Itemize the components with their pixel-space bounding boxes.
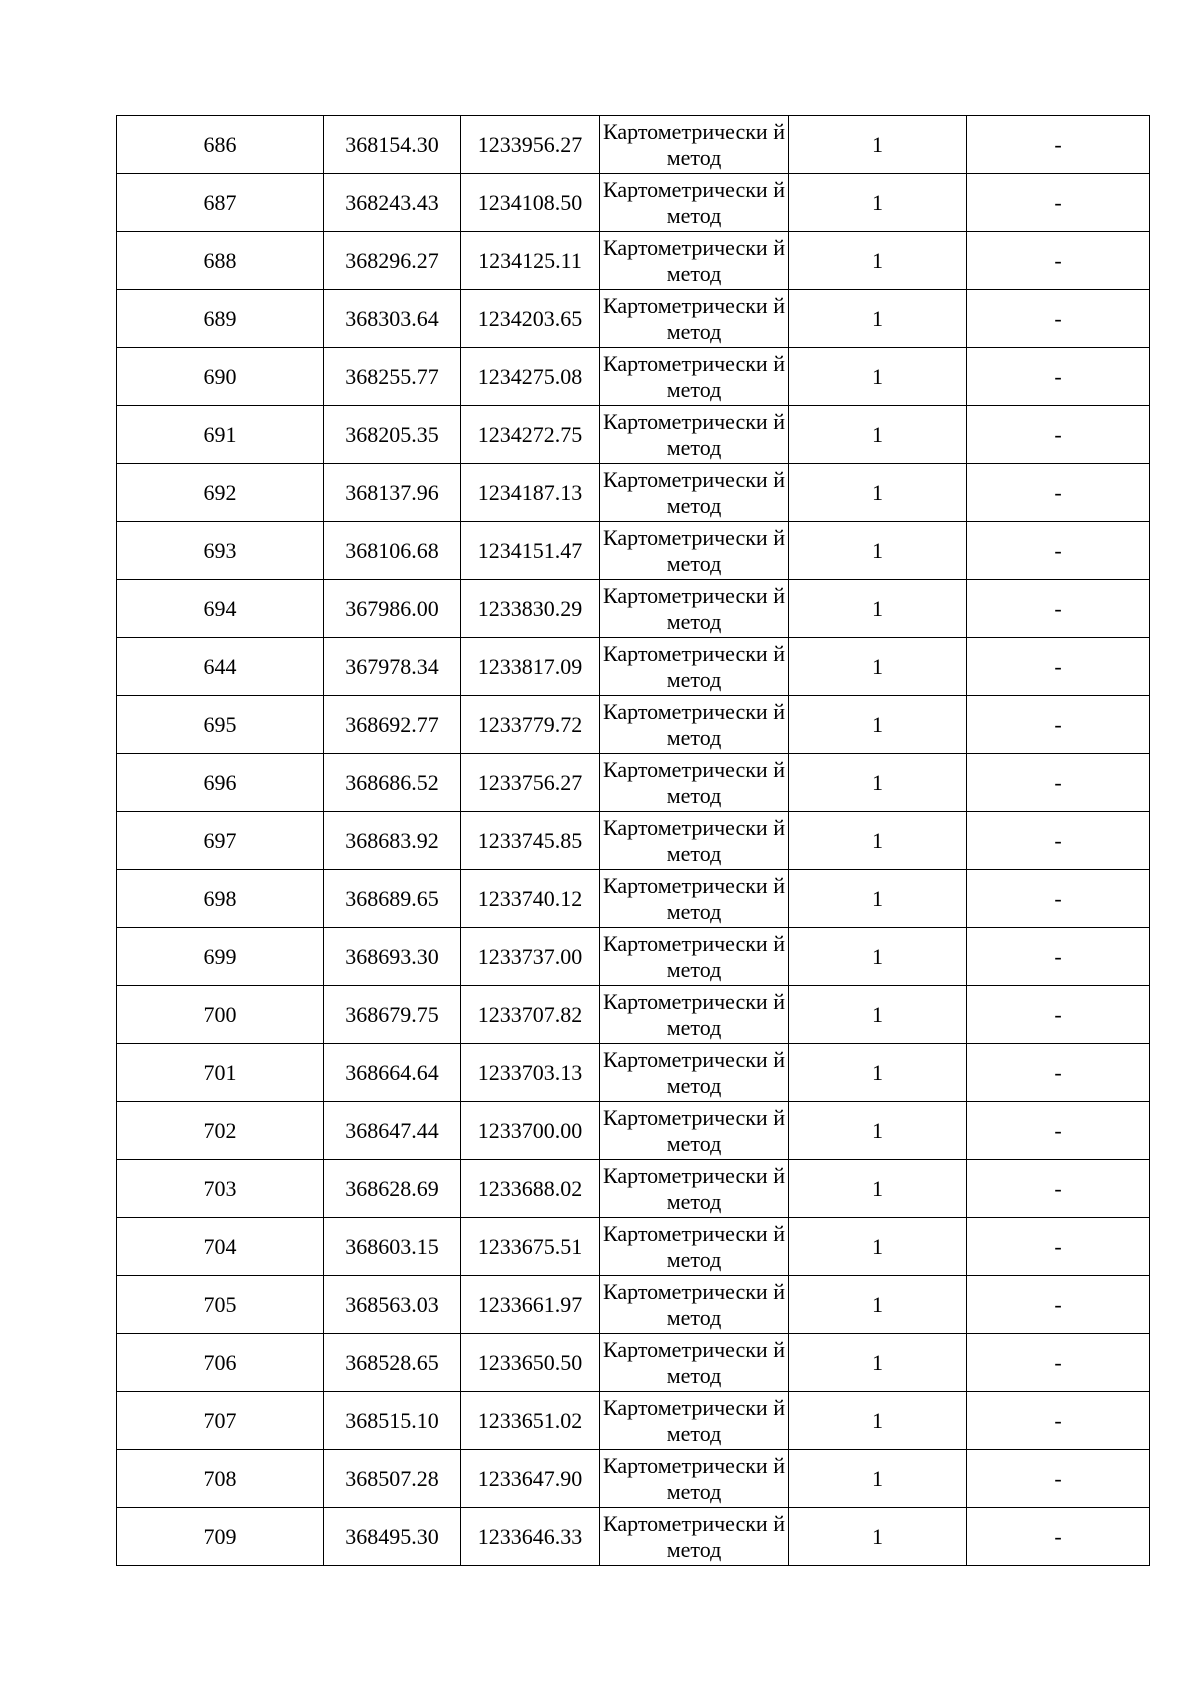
accuracy-cell: 1 [789, 464, 967, 522]
x-coordinate-cell: 368507.28 [324, 1450, 461, 1508]
y-coordinate-cell: 1233675.51 [461, 1218, 600, 1276]
table-row [117, 1508, 1150, 1566]
table-row [117, 1334, 1150, 1392]
accuracy-cell: 1 [789, 812, 967, 870]
accuracy-cell: 1 [789, 580, 967, 638]
point-number-cell: 695 [117, 696, 324, 754]
point-number-cell: 698 [117, 870, 324, 928]
method-cell: Картометрически й метод [600, 522, 789, 580]
point-number-cell: 703 [117, 1160, 324, 1218]
note-cell: - [967, 1160, 1150, 1218]
point-number-cell: 687 [117, 174, 324, 232]
note-cell: - [967, 1508, 1150, 1566]
accuracy-cell: 1 [789, 1276, 967, 1334]
point-number-cell: 692 [117, 464, 324, 522]
x-coordinate-cell: 368106.68 [324, 522, 461, 580]
y-coordinate-cell: 1233830.29 [461, 580, 600, 638]
x-coordinate-cell: 368689.65 [324, 870, 461, 928]
note-cell: - [967, 812, 1150, 870]
y-coordinate-cell: 1233740.12 [461, 870, 600, 928]
method-cell: Картометрически й метод [600, 464, 789, 522]
method-cell: Картометрически й метод [600, 1102, 789, 1160]
method-cell: Картометрически й метод [600, 1160, 789, 1218]
point-number-cell: 705 [117, 1276, 324, 1334]
method-cell: Картометрически й метод [600, 116, 789, 174]
note-cell: - [967, 580, 1150, 638]
note-cell: - [967, 1392, 1150, 1450]
y-coordinate-cell: 1233700.00 [461, 1102, 600, 1160]
y-coordinate-cell: 1233817.09 [461, 638, 600, 696]
accuracy-cell: 1 [789, 1450, 967, 1508]
method-cell: Картометрически й метод [600, 1334, 789, 1392]
method-cell: Картометрически й метод [600, 928, 789, 986]
table-row [117, 696, 1150, 754]
point-number-cell: 697 [117, 812, 324, 870]
table-row [117, 1160, 1150, 1218]
note-cell: - [967, 464, 1150, 522]
method-cell: Картометрически й метод [600, 812, 789, 870]
method-cell: Картометрически й метод [600, 174, 789, 232]
note-cell: - [967, 290, 1150, 348]
y-coordinate-cell: 1233745.85 [461, 812, 600, 870]
note-cell: - [967, 232, 1150, 290]
note-cell: - [967, 1450, 1150, 1508]
point-number-cell: 693 [117, 522, 324, 580]
x-coordinate-cell: 368563.03 [324, 1276, 461, 1334]
point-number-cell: 690 [117, 348, 324, 406]
x-coordinate-cell: 368515.10 [324, 1392, 461, 1450]
table-row [117, 870, 1150, 928]
note-cell: - [967, 754, 1150, 812]
note-cell: - [967, 348, 1150, 406]
x-coordinate-cell: 368205.35 [324, 406, 461, 464]
x-coordinate-cell: 367978.34 [324, 638, 461, 696]
note-cell: - [967, 174, 1150, 232]
note-cell: - [967, 928, 1150, 986]
accuracy-cell: 1 [789, 116, 967, 174]
accuracy-cell: 1 [789, 986, 967, 1044]
table-row [117, 1044, 1150, 1102]
x-coordinate-cell: 368154.30 [324, 116, 461, 174]
table-row [117, 232, 1150, 290]
y-coordinate-cell: 1233779.72 [461, 696, 600, 754]
x-coordinate-cell: 368603.15 [324, 1218, 461, 1276]
table-row [117, 464, 1150, 522]
point-number-cell: 696 [117, 754, 324, 812]
table-row [117, 1450, 1150, 1508]
table-row [117, 1392, 1150, 1450]
point-number-cell: 691 [117, 406, 324, 464]
y-coordinate-cell: 1233703.13 [461, 1044, 600, 1102]
accuracy-cell: 1 [789, 406, 967, 464]
point-number-cell: 644 [117, 638, 324, 696]
y-coordinate-cell: 1234151.47 [461, 522, 600, 580]
method-cell: Картометрически й метод [600, 1276, 789, 1334]
accuracy-cell: 1 [789, 522, 967, 580]
note-cell: - [967, 986, 1150, 1044]
method-cell: Картометрически й метод [600, 696, 789, 754]
table-row [117, 580, 1150, 638]
note-cell: - [967, 1334, 1150, 1392]
x-coordinate-cell: 368683.92 [324, 812, 461, 870]
note-cell: - [967, 1218, 1150, 1276]
method-cell: Картометрически й метод [600, 1450, 789, 1508]
accuracy-cell: 1 [789, 1044, 967, 1102]
table-row [117, 290, 1150, 348]
note-cell: - [967, 116, 1150, 174]
x-coordinate-cell: 368137.96 [324, 464, 461, 522]
point-number-cell: 702 [117, 1102, 324, 1160]
accuracy-cell: 1 [789, 290, 967, 348]
coordinates-table [116, 115, 1150, 1566]
accuracy-cell: 1 [789, 174, 967, 232]
x-coordinate-cell: 368692.77 [324, 696, 461, 754]
y-coordinate-cell: 1233647.90 [461, 1450, 600, 1508]
y-coordinate-cell: 1233651.02 [461, 1392, 600, 1450]
accuracy-cell: 1 [789, 928, 967, 986]
x-coordinate-cell: 367986.00 [324, 580, 461, 638]
method-cell: Картометрически й метод [600, 986, 789, 1044]
note-cell: - [967, 638, 1150, 696]
note-cell: - [967, 1276, 1150, 1334]
point-number-cell: 689 [117, 290, 324, 348]
x-coordinate-cell: 368664.64 [324, 1044, 461, 1102]
accuracy-cell: 1 [789, 638, 967, 696]
note-cell: - [967, 522, 1150, 580]
table-row [117, 116, 1150, 174]
x-coordinate-cell: 368495.30 [324, 1508, 461, 1566]
y-coordinate-cell: 1234125.11 [461, 232, 600, 290]
accuracy-cell: 1 [789, 1218, 967, 1276]
accuracy-cell: 1 [789, 754, 967, 812]
table-row [117, 812, 1150, 870]
method-cell: Картометрически й метод [600, 754, 789, 812]
y-coordinate-cell: 1234108.50 [461, 174, 600, 232]
x-coordinate-cell: 368528.65 [324, 1334, 461, 1392]
accuracy-cell: 1 [789, 348, 967, 406]
point-number-cell: 706 [117, 1334, 324, 1392]
y-coordinate-cell: 1233737.00 [461, 928, 600, 986]
point-number-cell: 699 [117, 928, 324, 986]
table-row [117, 1276, 1150, 1334]
y-coordinate-cell: 1234203.65 [461, 290, 600, 348]
table-row [117, 1218, 1150, 1276]
y-coordinate-cell: 1233707.82 [461, 986, 600, 1044]
table-row [117, 1102, 1150, 1160]
x-coordinate-cell: 368647.44 [324, 1102, 461, 1160]
table-row [117, 522, 1150, 580]
x-coordinate-cell: 368303.64 [324, 290, 461, 348]
x-coordinate-cell: 368679.75 [324, 986, 461, 1044]
note-cell: - [967, 406, 1150, 464]
y-coordinate-cell: 1233956.27 [461, 116, 600, 174]
accuracy-cell: 1 [789, 1102, 967, 1160]
method-cell: Картометрически й метод [600, 290, 789, 348]
method-cell: Картометрически й метод [600, 232, 789, 290]
y-coordinate-cell: 1233661.97 [461, 1276, 600, 1334]
table-row [117, 406, 1150, 464]
note-cell: - [967, 870, 1150, 928]
method-cell: Картометрически й метод [600, 580, 789, 638]
method-cell: Картометрически й метод [600, 638, 789, 696]
point-number-cell: 709 [117, 1508, 324, 1566]
y-coordinate-cell: 1233756.27 [461, 754, 600, 812]
point-number-cell: 694 [117, 580, 324, 638]
accuracy-cell: 1 [789, 232, 967, 290]
coordinates-table-body [117, 116, 1150, 1566]
method-cell: Картометрически й метод [600, 1218, 789, 1276]
method-cell: Картометрически й метод [600, 406, 789, 464]
point-number-cell: 688 [117, 232, 324, 290]
point-number-cell: 701 [117, 1044, 324, 1102]
method-cell: Картометрически й метод [600, 870, 789, 928]
table-row [117, 928, 1150, 986]
method-cell: Картометрически й метод [600, 1392, 789, 1450]
accuracy-cell: 1 [789, 696, 967, 754]
x-coordinate-cell: 368686.52 [324, 754, 461, 812]
x-coordinate-cell: 368693.30 [324, 928, 461, 986]
method-cell: Картометрически й метод [600, 348, 789, 406]
y-coordinate-cell: 1234187.13 [461, 464, 600, 522]
table-row [117, 348, 1150, 406]
table-row [117, 638, 1150, 696]
y-coordinate-cell: 1234272.75 [461, 406, 600, 464]
table-row [117, 754, 1150, 812]
point-number-cell: 704 [117, 1218, 324, 1276]
point-number-cell: 707 [117, 1392, 324, 1450]
point-number-cell: 708 [117, 1450, 324, 1508]
note-cell: - [967, 1044, 1150, 1102]
x-coordinate-cell: 368243.43 [324, 174, 461, 232]
note-cell: - [967, 696, 1150, 754]
y-coordinate-cell: 1233650.50 [461, 1334, 600, 1392]
accuracy-cell: 1 [789, 1392, 967, 1450]
accuracy-cell: 1 [789, 870, 967, 928]
point-number-cell: 700 [117, 986, 324, 1044]
y-coordinate-cell: 1234275.08 [461, 348, 600, 406]
method-cell: Картометрически й метод [600, 1044, 789, 1102]
x-coordinate-cell: 368628.69 [324, 1160, 461, 1218]
note-cell: - [967, 1102, 1150, 1160]
accuracy-cell: 1 [789, 1160, 967, 1218]
y-coordinate-cell: 1233688.02 [461, 1160, 600, 1218]
accuracy-cell: 1 [789, 1334, 967, 1392]
point-number-cell: 686 [117, 116, 324, 174]
x-coordinate-cell: 368255.77 [324, 348, 461, 406]
table-row [117, 986, 1150, 1044]
y-coordinate-cell: 1233646.33 [461, 1508, 600, 1566]
accuracy-cell: 1 [789, 1508, 967, 1566]
table-row [117, 174, 1150, 232]
method-cell: Картометрически й метод [600, 1508, 789, 1566]
x-coordinate-cell: 368296.27 [324, 232, 461, 290]
